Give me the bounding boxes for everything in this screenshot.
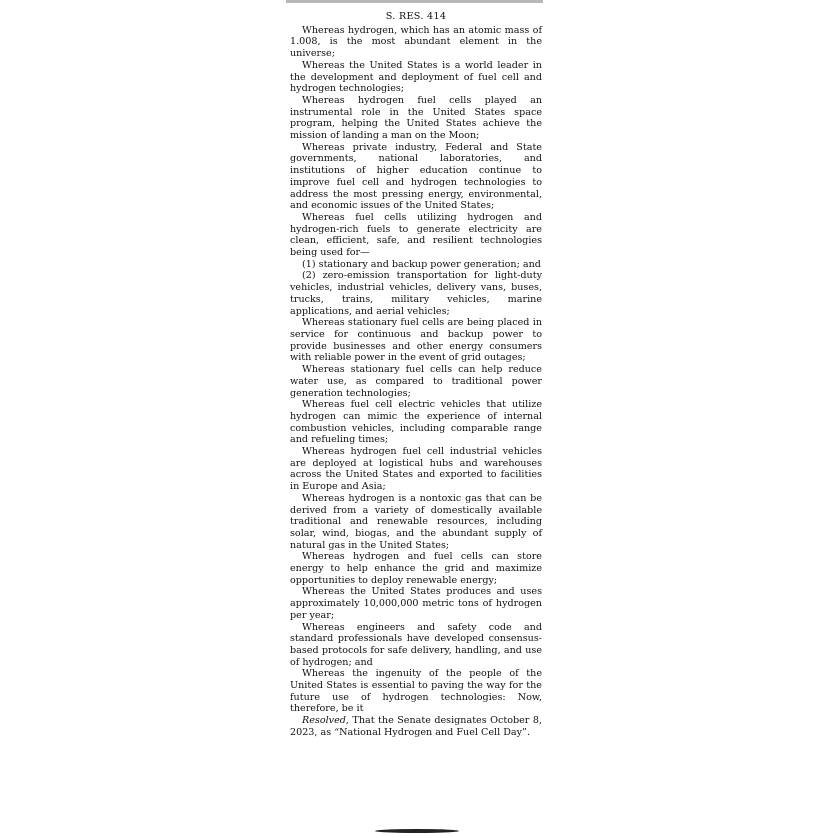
- paragraph-item: (2) zero-emission transportation for light-duty vehicles, industrial vehicles, delivery vans, buses, trucks, trains, military vehicles, marine applications, and aerial vehicles;: [290, 270, 542, 317]
- paragraph: Whereas stationary fuel cells are being placed in service for continuous and backup power to provide businesses and other energy consumers with reliable power in the event of grid outages;: [290, 317, 542, 364]
- paragraph: Whereas hydrogen is a nontoxic gas that can be derived from a variety of domestically available traditional and renewable resources, including solar, wind, biogas, and the abundant supply of natural gas in the United States;: [290, 492, 542, 551]
- resolved-text: That the Senate designates October 8, 2023, as “National Hydrogen and Fuel Cell Day”.: [290, 715, 542, 738]
- top-rule: [286, 0, 543, 3]
- resolution-header: S. RES. 414: [385, 11, 447, 22]
- paragraph: Whereas engineers and safety code and standard professionals have developed consensus-based protocols for safe delivery, handling, and use of hydrogen; and: [290, 621, 542, 668]
- paragraph: Whereas stationary fuel cells can help reduce water use, as compared to traditional power generation technologies;: [290, 364, 542, 399]
- paragraph: Whereas hydrogen, which has an atomic mass of 1.008, is the most abundant element in the universe;: [290, 24, 542, 60]
- paragraph: Whereas the United States produces and uses approximately 10,000,000 metric tons of hydrogen per year;: [290, 586, 542, 621]
- paragraph: Whereas the United States is a world leader in the development and deployment of fuel cell and hydrogen technologies;: [290, 59, 542, 95]
- paragraph: Whereas the ingenuity of the people of the United States is essential to paving the way for the future use of hydrogen technologies: Now, therefore, be it: [290, 668, 542, 715]
- paragraph-item: (1) stationary and backup power generation; and: [302, 258, 541, 270]
- resolved-label: Resolved,: [302, 715, 349, 727]
- text-column: [290, 11, 542, 739]
- paragraph: Whereas fuel cell electric vehicles that utilize hydrogen can mimic the experience of internal combustion vehicles, including comparable range and refueling times;: [290, 399, 542, 446]
- resolved-clause: [290, 715, 542, 738]
- end-rule: [375, 829, 459, 833]
- paragraph: Whereas private industry, Federal and State governments, national laboratories, and institutions of higher education continue to improve fuel cell and hydrogen technologies to address the most pressing energy, environmental, and economic issues of the United States;: [290, 141, 542, 212]
- paragraph: Whereas hydrogen fuel cells played an instrumental role in the United States space program, helping the United States achieve the mission of landing a man on the Moon;: [290, 94, 542, 142]
- paragraph: Whereas fuel cells utilizing hydrogen and hydrogen-rich fuels to generate electricity are clean, efficient, safe, and resilient technologies being used for—: [290, 211, 542, 259]
- paragraph: Whereas hydrogen and fuel cells can store energy to help enhance the grid and maximize opportunities to deploy renewable energy;: [290, 551, 542, 586]
- paragraph: Whereas hydrogen fuel cell industrial vehicles are deployed at logistical hubs and warehouses across the United States and exported to facilities in Europe and Asia;: [290, 446, 542, 493]
